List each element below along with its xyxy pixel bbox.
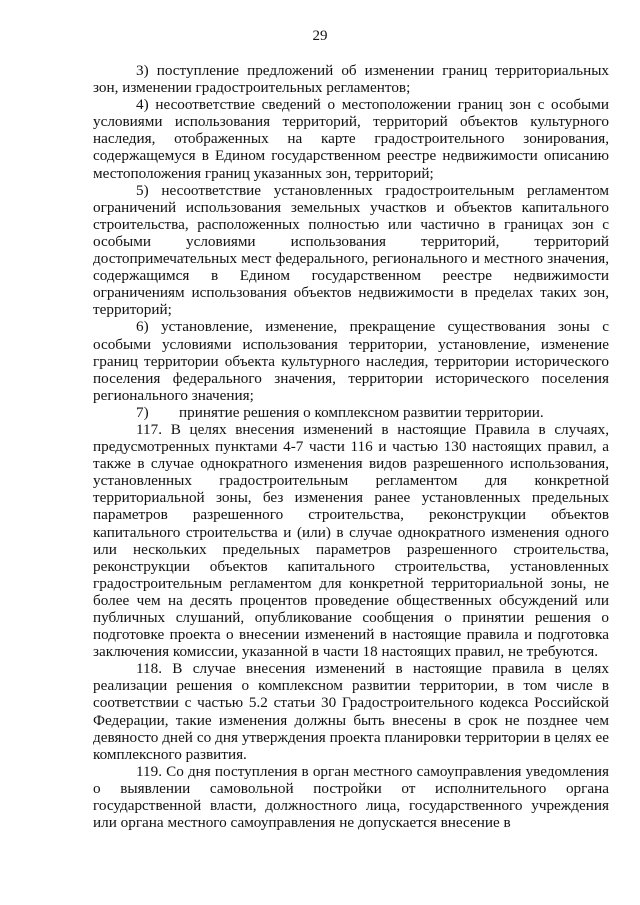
paragraph-section-119: 119. Со дня поступления в орган местного самоуправления уведомления о выявлении самовольной постройки от исполнительного органа государственной власти, должностного лица, государственного учреждения или органа местного самоуправления не допускается внесение в [93,762,609,832]
paragraph-item-7: 7) принятие решения о комплексном развитии территории. [136,403,544,421]
paragraph-section-117: 117. В целях внесения изменений в настоящие Правила в случаях, предусмотренных пунктами 4-7 части 116 и частью 130 настоящих правил, а также в случае однократного изменения видов разрешенного использования, установленных градостроительным регламентом для конкретной территориальной зоны, без изменения ранее установленных предельных параметров разрешенного строительства, реконструкции объектов капитального строительства и (или) в случае однократного изменения одного или нескольких предельных параметров разрешенного строительства, реконструкции объектов капитального строительства, установленных градостроительным регламентом для конкретной территориальной зоны, не более чем на десять процентов проведение общественных обсуждений или публичных слушаний, опубликование сообщения о принятии решения о подготовке проекта о внесении изменений в настоящие правила и подготовка заключения комиссии, указанной в части 18 настоящих правил, не требуются. [93,420,609,661]
paragraph-item-4: 4) несоответствие сведений о местоположении границ зон с особыми условиями использования территорий, территорий объектов культурного наследия, отображенных на карте градостроительного зонирования, содержащемуся в Едином государственном реестре недвижимости описанию местоположения границ указанных зон, территорий; [93,96,609,182]
page-number: 29 [312,28,328,44]
paragraph-item-5: 5) несоответствие установленных градостроительным регламентом ограничений использования земельных участков и объектов капитального строительства, расположенных полностью или частично в границах зон с особыми условиями использования территорий, территорий достопримечательных мест федерального, регионального и местного значения, содержащимся в Едином государственном реестре недвижимости ограничениям использования объектов недвижимости в пределах таких зон, территорий; [93,181,609,319]
page-body [93,62,609,831]
paragraph-item-6: 6) установление, изменение, прекращение существования зоны с особыми условиями использования территории, установление, изменение границ территории объекта культурного наследия, территории исторического поселения федерального значения, территории исторического поселения регионального значения; [93,318,609,404]
paragraph-item-3: 3) поступление предложений об изменении границ территориальных зон, изменении градостроительных регламентов; [93,62,609,97]
paragraph-section-118: 118. В случае внесения изменений в настоящие правила в целях реализации решения о комплексном развитии территории, в том числе в соответствии с частью 5.2 статьи 30 Градостроительного кодекса Российской Федерации, такие изменения должны быть внесены в срок не позднее чем девяносто дней со дня утверждения проекта планировки территории в целях ее комплексного развития. [93,660,609,763]
